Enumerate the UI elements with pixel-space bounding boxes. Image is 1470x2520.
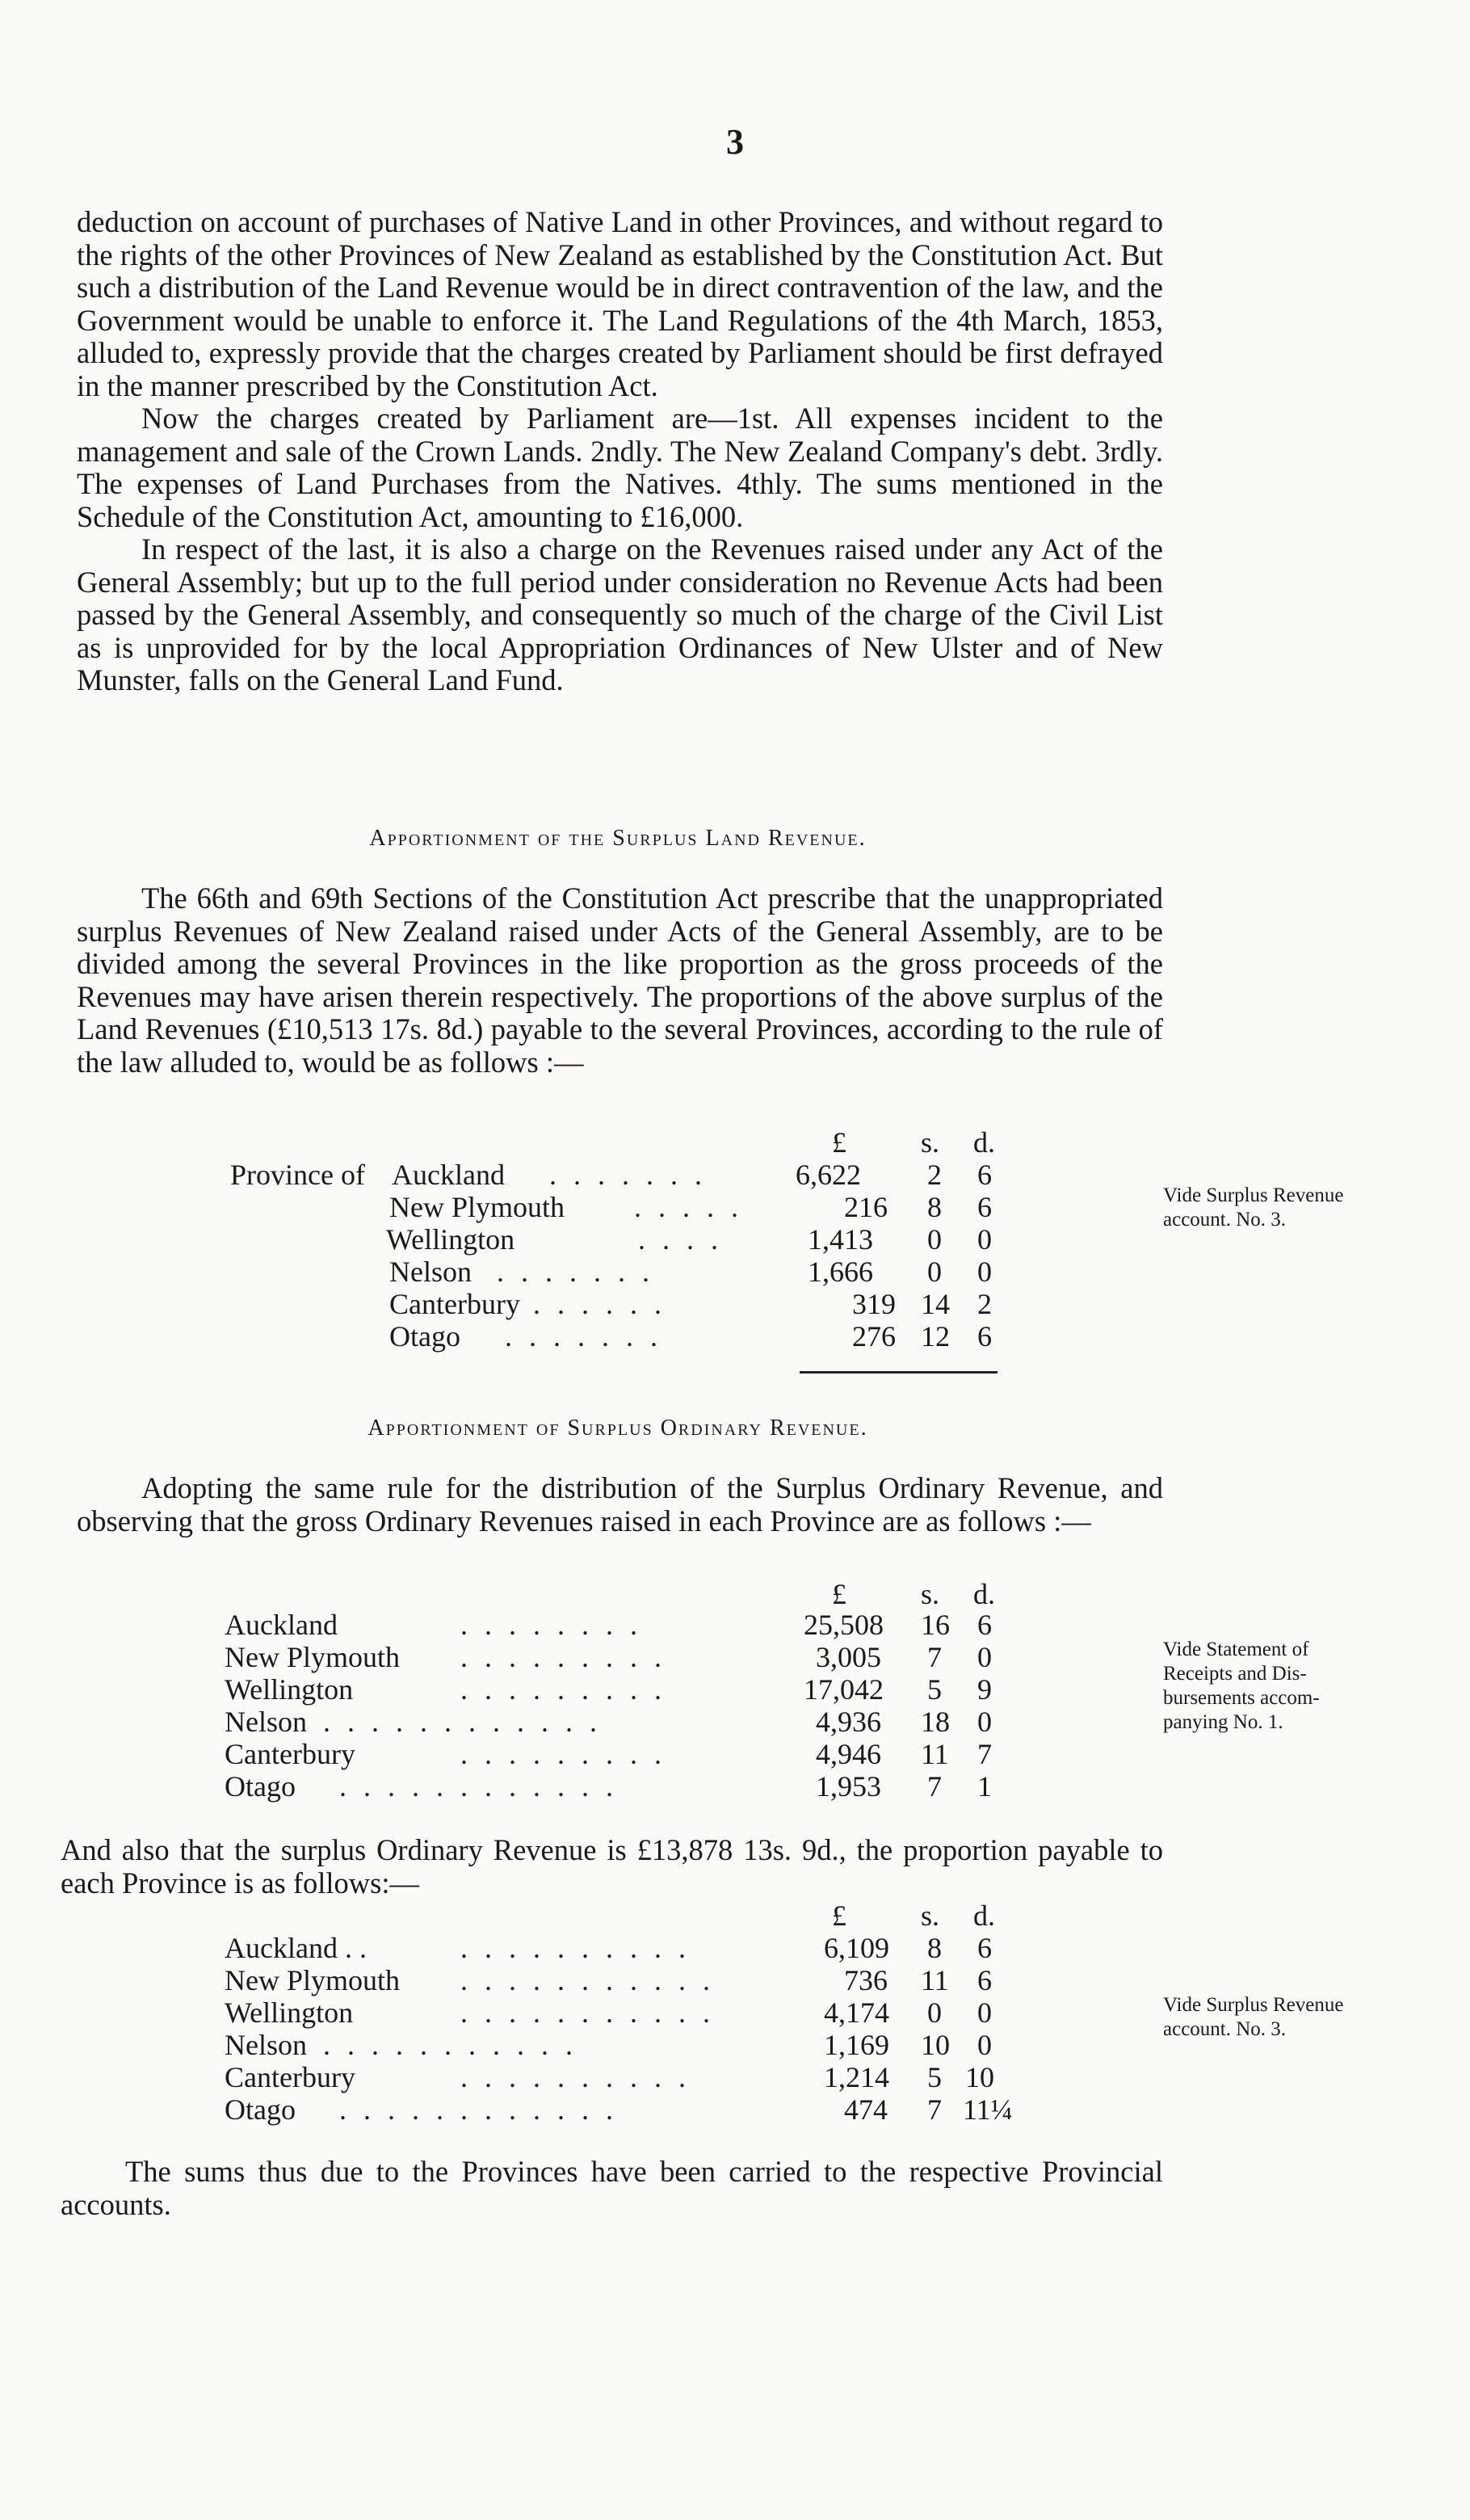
shillings-value: 5: [927, 1673, 942, 1706]
shillings-value: 2: [927, 1159, 942, 1191]
shillings-value: 8: [927, 1932, 942, 1964]
table-row: [0, 1931, 1050, 1965]
province-name: Nelson: [389, 1256, 472, 1288]
shillings-value: 7: [927, 2093, 942, 2126]
pounds-value: 17,042: [804, 1673, 884, 1706]
leader-dots: . . . . . . .: [497, 1256, 654, 1288]
table-row: [0, 2093, 1050, 2127]
pence-value: 0: [977, 1641, 992, 1673]
leader-dots: . . . .: [638, 1223, 723, 1256]
shillings-value: 7: [927, 1770, 942, 1803]
pence-value: 6: [977, 1609, 992, 1641]
pence-value: 11¼: [963, 2093, 1013, 2126]
heading-land-revenue: Apportionment of the Surplus Land Revenue.: [369, 826, 867, 851]
shillings-value: 8: [927, 1191, 942, 1223]
pounds-value: 1,214: [824, 2061, 889, 2093]
note-line: account. No. 3.: [1163, 2018, 1287, 2040]
pounds-value: 4,936: [816, 1706, 881, 1738]
paragraph-4: The 66th and 69th Sections of the Constitution Act prescribe that the unappropriated surplus Revenues of New Zealand raised under Acts of the General Assembly, are to be divided among the several Provinces in the like proportion as the gross proceeds of the Revenues may have arisen therein respectively. The proportions of the above surplus of the Land Revenues (£10,513 17s. 8d.) payable to the several Provinces, according to the rule of the law alluded to, would be as follows :—: [77, 881, 1163, 1079]
pence-header: d.: [973, 1578, 995, 1610]
pounds-value: 6,622: [796, 1159, 861, 1191]
province-of-label: Province of: [230, 1159, 365, 1191]
paragraph-block-3: [77, 1472, 1163, 1538]
table-row: [0, 1222, 1050, 1256]
province-name: Nelson: [225, 1706, 307, 1738]
province-name: Auckland . .: [225, 1932, 367, 1964]
shillings-value: 0: [927, 1223, 942, 1256]
margin-note-3: [1163, 1993, 1430, 2042]
leader-dots: . . . . . . . . . .: [460, 2061, 691, 2093]
note-line: Vide Surplus Revenue: [1163, 1994, 1344, 2016]
pounds-value: 25,508: [804, 1609, 884, 1641]
leader-dots: . . . . . .: [533, 1288, 666, 1320]
paragraph-7: The sums thus due to the Provinces have been carried to the respective Provincial accounts.: [61, 2155, 1163, 2221]
shillings-value: 12: [921, 1320, 950, 1353]
note-line: Receipts and Dis-: [1163, 1663, 1307, 1685]
pence-value: 6: [977, 1191, 992, 1223]
total-rule: [800, 1371, 998, 1374]
pounds-value: 1,953: [816, 1770, 881, 1803]
leader-dots: . . . . . . . .: [460, 1609, 642, 1641]
pounds-value: 474: [844, 2093, 888, 2126]
table-row: [0, 1255, 1050, 1289]
province-name: Auckland: [392, 1159, 505, 1191]
leader-dots: . . . . . . . . . . .: [460, 1996, 715, 2029]
table-row: [0, 1769, 1050, 1803]
table-row: [0, 2060, 1050, 2094]
province-name: Otago: [225, 1770, 296, 1803]
table-row: [0, 1737, 1050, 1771]
leader-dots: . . . . . . .: [505, 1320, 662, 1353]
table-row: [0, 1963, 1050, 1997]
leader-dots: . . . . . . . . . . . .: [323, 1706, 602, 1738]
province-name: New Plymouth: [225, 1964, 401, 1996]
table-row: [0, 2028, 1050, 2062]
shillings-header: s.: [921, 1899, 940, 1932]
pounds-header: £: [832, 1899, 846, 1932]
paragraph-3: In respect of the last, it is also a charge on the Revenues raised under any Act of the General Assembly; but up to the full period under consideration no Revenue Acts had been passed by the General Assembly, and consequently so much of the charge of the Civil List as is unprovided for by the local Appropriation Ordinances of New Ulster and of New Munster, falls on the General Land Fund.: [77, 532, 1163, 696]
shillings-value: 10: [921, 2029, 950, 2061]
province-name: Canterbury: [225, 2061, 355, 2093]
province-name: Canterbury: [389, 1288, 520, 1320]
pence-value: 1: [977, 1770, 992, 1803]
shillings-value: 16: [921, 1609, 950, 1641]
pence-value: 0: [977, 1256, 992, 1288]
pence-value: 7: [977, 1738, 992, 1770]
shillings-value: 18: [921, 1706, 950, 1738]
table-header-row: [0, 1899, 1050, 1933]
shillings-header: s.: [921, 1126, 940, 1159]
margin-note-1: [1163, 1184, 1430, 1232]
leader-dots: . . . . . . . . . . . .: [339, 1770, 618, 1803]
table-row: [0, 1672, 1050, 1706]
province-name: Wellington: [225, 1996, 354, 2029]
table-row: [0, 1319, 1050, 1353]
leader-dots: . . . . . . . . .: [460, 1641, 666, 1673]
pence-value: 0: [977, 1706, 992, 1738]
leader-dots: . . . . . . . . . .: [460, 1932, 691, 1964]
table-row: [0, 1158, 1050, 1192]
paragraph-6: And also that the surplus Ordinary Revenue is £13,878 13s. 9d., the proportion payable to each Province is as follows:—: [61, 1833, 1163, 1899]
leader-dots: . . . . . . . . . . .: [323, 2029, 578, 2061]
pence-value: 6: [977, 1320, 992, 1353]
province-name: Otago: [225, 2093, 296, 2126]
pounds-value: 1,413: [808, 1223, 873, 1256]
province-name: Wellington: [386, 1223, 515, 1256]
pence-value: 0: [977, 1223, 992, 1256]
pence-value: 6: [977, 1932, 992, 1964]
pounds-value: 3,005: [816, 1641, 881, 1673]
shillings-value: 0: [927, 1256, 942, 1288]
shillings-value: 11: [921, 1738, 949, 1770]
pence-header: d.: [973, 1126, 995, 1159]
leader-dots: . . . . . . . . .: [460, 1673, 666, 1706]
leader-dots: . . . . . . . . . . . .: [339, 2093, 618, 2126]
pounds-value: 1,666: [808, 1256, 873, 1288]
pounds-value: 276: [852, 1320, 896, 1353]
paragraph-block-2: [77, 882, 1163, 1079]
pence-value: 6: [977, 1964, 992, 1996]
pence-value: 6: [977, 1159, 992, 1191]
note-line: Vide Surplus Revenue: [1163, 1184, 1344, 1206]
paragraph-block-4: [61, 1834, 1163, 1899]
pounds-header: £: [832, 1578, 846, 1610]
pounds-value: 736: [844, 1964, 888, 1996]
shillings-value: 11: [921, 1964, 949, 1996]
province-name: New Plymouth: [389, 1191, 565, 1223]
province-name: New Plymouth: [225, 1641, 401, 1673]
paragraph-block-1: [77, 206, 1163, 697]
pence-value: 0: [977, 2029, 992, 2061]
margin-note-2: [1163, 1638, 1430, 1735]
leader-dots: . . . . . . . . .: [460, 1738, 666, 1770]
leader-dots: . . . . . . .: [549, 1159, 707, 1191]
shillings-value: 5: [927, 2061, 942, 2093]
paragraph-2: Now the charges created by Parliament are—1st. All expenses incident to the management and sale of the Crown Lands. 2ndly. The New Zealand Company's debt. 3rdly. The expenses of Land Purchases from the Natives. 4thly. The sums mentioned in the Schedule of the Constitution Act, amounting to £16,000.: [77, 402, 1163, 533]
pounds-value: 319: [852, 1288, 896, 1320]
pence-header: d.: [973, 1899, 995, 1932]
heading-ordinary-revenue: Apportionment of Surplus Ordinary Revenue.: [368, 1416, 868, 1441]
pounds-value: 4,946: [816, 1738, 881, 1770]
paragraph-block-5: [61, 2156, 1163, 2221]
pounds-header: £: [832, 1126, 846, 1159]
province-name: Otago: [389, 1320, 460, 1353]
note-line: panying No. 1.: [1163, 1711, 1283, 1733]
shillings-value: 0: [927, 1996, 942, 2029]
shillings-value: 14: [921, 1288, 950, 1320]
note-line: account. No. 3.: [1163, 1209, 1287, 1231]
paragraph-1: deduction on account of purchases of Native Land in other Provinces, and without regard to the rights of the other Provinces of New Zealand as established by the Constitution Act. But such a distribution of the Land Revenue would be in direct contravention of the law, and the Government would be unable to enforce it. The Land Regulations of the 4th March, 1853, alluded to, expressly provide that the charges created by Parliament should be first defrayed in the manner prescribed by the Constitution Act.: [77, 205, 1163, 402]
pounds-value: 6,109: [824, 1932, 889, 1964]
province-name: Wellington: [225, 1673, 354, 1706]
pounds-value: 1,169: [824, 2029, 889, 2061]
province-name: Auckland: [225, 1609, 338, 1641]
leader-dots: . . . . . . . . . . .: [460, 1964, 715, 1996]
leader-dots: . . . . .: [634, 1191, 743, 1223]
table-row: [0, 1996, 1050, 2030]
table-row: [0, 1640, 1050, 1674]
table-row: [0, 1287, 1050, 1321]
table-row: [0, 1608, 1050, 1642]
table-header-row: [0, 1125, 1050, 1159]
note-line: Vide Statement of: [1163, 1639, 1309, 1660]
table-row: [0, 1705, 1050, 1739]
pence-value: 9: [977, 1673, 992, 1706]
shillings-header: s.: [921, 1578, 940, 1610]
table-header-row: [0, 1577, 1050, 1611]
page-number: 3: [726, 122, 744, 162]
shillings-value: 7: [927, 1641, 942, 1673]
pence-value: 2: [977, 1288, 992, 1320]
pounds-value: 216: [844, 1191, 888, 1223]
table-row: [0, 1190, 1050, 1224]
province-name: Canterbury: [225, 1738, 355, 1770]
paragraph-5: Adopting the same rule for the distribution of the Surplus Ordinary Revenue, and observing that the gross Ordinary Revenues raised in each Province are as follows :—: [77, 1471, 1163, 1538]
pounds-value: 4,174: [824, 1996, 889, 2029]
pence-value: 0: [977, 1996, 992, 2029]
note-line: bursements accom-: [1163, 1687, 1320, 1709]
pence-value: 10: [965, 2061, 994, 2093]
province-name: Nelson: [225, 2029, 307, 2061]
